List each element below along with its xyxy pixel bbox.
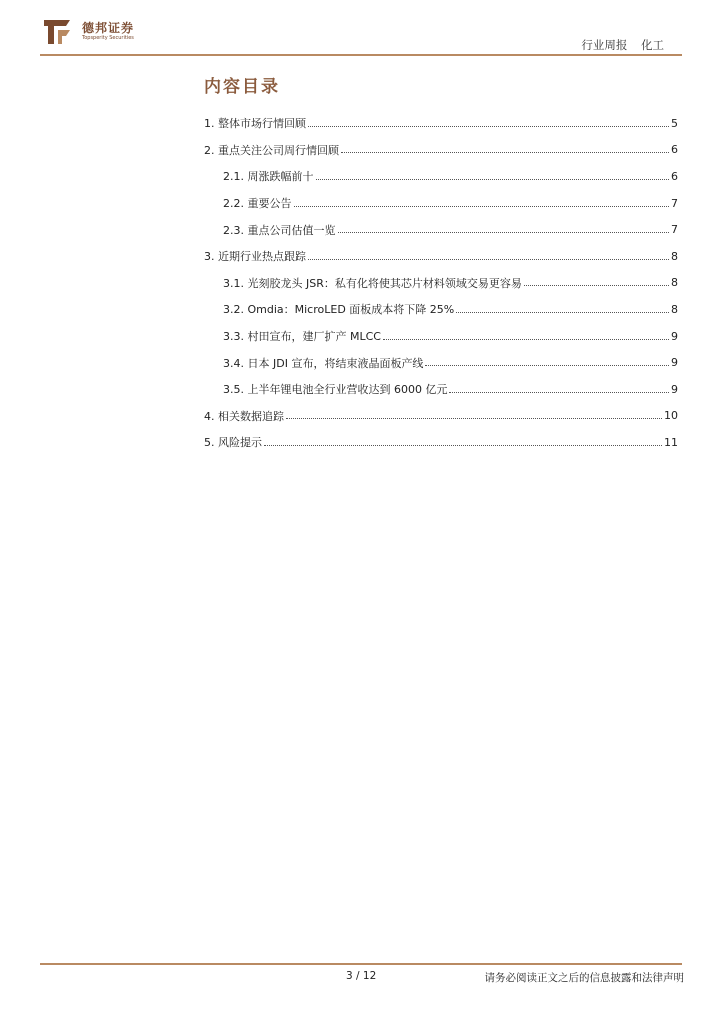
toc-entry-title: 3.2. Omdia：MicroLED 面板成本将下降 25% xyxy=(223,303,455,317)
toc-entry[interactable] xyxy=(204,270,678,297)
toc-entry-page: 10 xyxy=(664,409,678,423)
toc-entry-title: 3.4. 日本 JDI 宣布，将结束液晶面板产线 xyxy=(223,356,424,370)
toc-entry[interactable] xyxy=(204,137,678,164)
toc-entry-title: 3.3. 村田宣布，建厂扩产 MLCC xyxy=(223,330,381,344)
toc-entry-title: 2. 重点关注公司周行情回顾 xyxy=(204,143,339,157)
toc-entry-title: 1. 整体市场行情回顾 xyxy=(204,117,306,131)
toc-entry[interactable] xyxy=(204,110,678,137)
footer-divider xyxy=(40,963,682,965)
page-indicator: 3 / 12 xyxy=(346,970,377,982)
toc-entry-title: 2.1. 周涨跌幅前十 xyxy=(223,170,314,184)
logo-mark-icon xyxy=(40,16,76,48)
toc-entry[interactable] xyxy=(204,376,678,403)
toc-entry-title: 3. 近期行业热点跟踪 xyxy=(204,250,306,264)
toc-entry-title: 3.1. 光刻胶龙头 JSR：私有化将使其芯片材料领域交易更容易 xyxy=(223,276,522,290)
toc-entry-title: 2.3. 重点公司估值一览 xyxy=(223,223,336,237)
sector-label: 化工 xyxy=(641,38,664,52)
toc-leader-dots xyxy=(341,152,669,153)
company-logo xyxy=(40,16,150,50)
toc-leader-dots xyxy=(449,392,669,393)
disclaimer-note: 请务必阅读正文之后的信息披露和法律声明 xyxy=(484,972,684,984)
toc-entry[interactable] xyxy=(204,163,678,190)
toc-leader-dots xyxy=(308,126,669,127)
toc-entry-title: 4. 相关数据追踪 xyxy=(204,409,284,423)
toc-leader-dots xyxy=(456,312,669,313)
toc-leader-dots xyxy=(425,365,669,366)
toc-entry[interactable] xyxy=(204,349,678,376)
toc-leader-dots xyxy=(264,445,662,446)
toc-entry-page: 7 xyxy=(671,196,678,210)
toc-leader-dots xyxy=(308,259,669,260)
toc-entry-page: 8 xyxy=(671,249,678,263)
toc-entry-title: 5. 风险提示 xyxy=(204,436,262,450)
page-header xyxy=(0,0,724,60)
toc-leader-dots xyxy=(286,418,662,419)
toc-heading: 内容目录 xyxy=(204,77,280,97)
toc-leader-dots xyxy=(338,232,670,233)
toc-entry[interactable] xyxy=(204,323,678,350)
toc-entry-title: 2.2. 重要公告 xyxy=(223,197,292,211)
toc-entry[interactable] xyxy=(204,296,678,323)
toc-entry[interactable] xyxy=(204,190,678,217)
toc-entry[interactable] xyxy=(204,243,678,270)
toc-leader-dots xyxy=(316,179,670,180)
toc-entry-page: 11 xyxy=(664,435,678,449)
toc-entry[interactable] xyxy=(204,216,678,243)
toc-entry-page: 9 xyxy=(671,356,678,370)
toc-entry-page: 6 xyxy=(671,169,678,183)
toc-leader-dots xyxy=(294,206,670,207)
brand-name-en: Topsperity Securities xyxy=(82,35,134,41)
table-of-contents xyxy=(204,110,678,456)
toc-entry-page: 8 xyxy=(671,276,678,290)
toc-entry[interactable] xyxy=(204,429,678,456)
toc-entry-page: 7 xyxy=(671,223,678,237)
brand-name-cn: 德邦证券 xyxy=(82,21,135,35)
toc-entry-page: 5 xyxy=(671,116,678,130)
toc-entry-page: 8 xyxy=(671,302,678,316)
toc-entry[interactable] xyxy=(204,403,678,430)
toc-entry-page: 9 xyxy=(671,382,678,396)
report-category xyxy=(571,37,664,53)
toc-leader-dots xyxy=(383,339,669,340)
report-type: 行业周报 xyxy=(581,38,628,52)
toc-leader-dots xyxy=(524,285,669,286)
toc-entry-page: 6 xyxy=(671,143,678,157)
header-divider xyxy=(40,54,682,56)
toc-entry-title: 3.5. 上半年锂电池全行业营收达到 6000 亿元 xyxy=(223,383,448,397)
toc-entry-page: 9 xyxy=(671,329,678,343)
